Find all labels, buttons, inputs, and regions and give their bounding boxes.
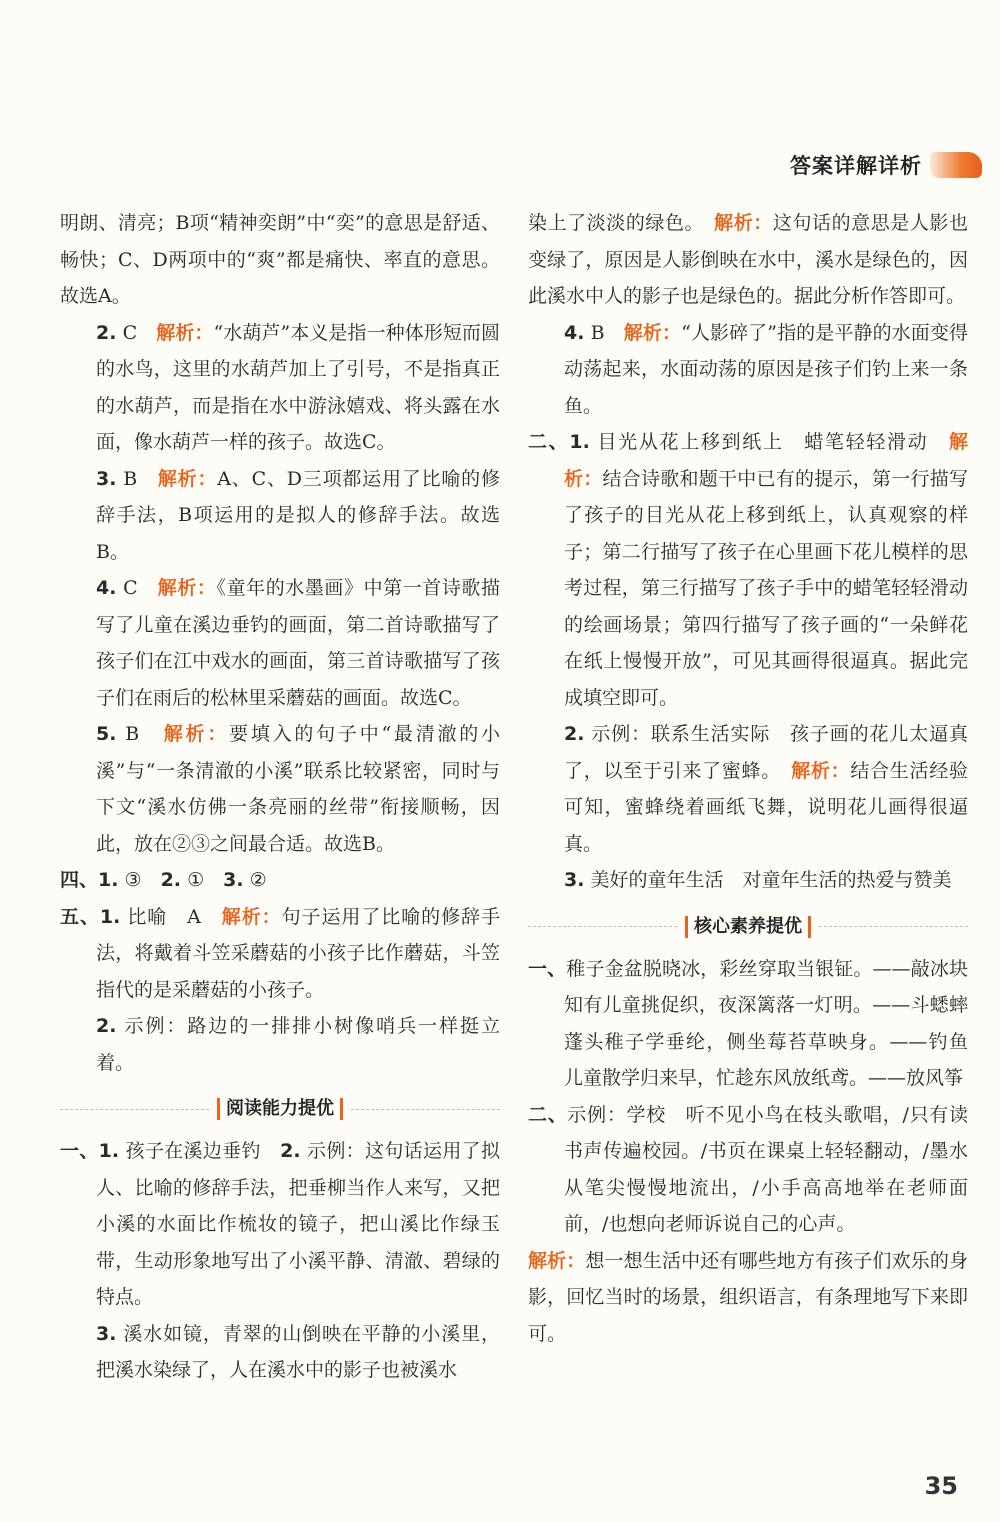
answer-item: 二、1. 目光从花上移到纸上 蜡笔轻轻滑动 解析：结合诗歌和题干中已有的提示，第一行描写了孩子的目光从花上移到纸上，认真观察的样子；第二行描写了孩子在心里画下花儿模样的思考过程，第三行描写了孩子手中的蜡笔轻轻滑动的绘画场景；第四行描写了孩子画的“一朵鲜花在纸上慢慢开放”，可见其画得很逼真。据此完成填空即可。 [528, 431, 968, 709]
analysis-tag: 解析： [528, 1249, 586, 1272]
section-title: 核心素养提优 [685, 916, 811, 938]
answer-item: 5. B 解析：要填入的句子中“最清澈的小溪”与“一条清澈的小溪”联系比较紧密，同时与下文“溪水仿佛一条亮丽的丝带”衔接顺畅，因此，放在②③之间最合适。故选B。 [96, 723, 500, 855]
right-column [528, 205, 988, 1352]
section-divider [60, 1091, 500, 1127]
brush-stroke-decoration [930, 152, 982, 178]
analysis-tag: 解析： [791, 759, 851, 782]
page-number: 35 [924, 1472, 958, 1500]
answer-item: 一、稚子金盆脱晓冰，彩丝穿取当银钲。——敲冰块 知有儿童挑促织，夜深篱落一灯明。——斗蟋蟀 蓬头稚子学垂纶，侧坐莓苔草映身。——钓鱼 儿童散学归来早，忙趁东风放纸鸢。——放风筝 [528, 957, 988, 1089]
section-divider [528, 909, 968, 945]
analysis-tag: 解析： [221, 905, 282, 928]
answer-item: 3. 溪水如镜，青翠的山倒映在平静的小溪里，把溪水染绿了，人在溪水中的影子也被溪水 [96, 1322, 500, 1381]
answer-item: 2. 示例：联系生活实际 孩子画的花儿太逼真了，以至于引来了蜜蜂。 解析：结合生活经验可知，蜜蜂绕着画纸飞舞，说明花儿画得很逼真。 [564, 723, 968, 855]
answer-item: 一、1. 孩子在溪边垂钓 2. 示例：这句话运用了拟人、比喻的修辞手法，把垂柳当作人来写，又把小溪的水面比作梳妆的镜子，把山溪比作绿玉带，生动形象地写出了小溪平静、清澈、碧绿的特点。 [60, 1140, 500, 1308]
analysis-tag: 解析： [157, 577, 217, 599]
paragraph: 染上了淡淡的绿色。 解析：这句话的意思是人影也变绿了，原因是人影倒映在水中，溪水是绿色的，因此溪水中人的影子也是绿色的。据此分析作答即可。 [528, 212, 968, 307]
answer-item: 3. B 解析：A、C、D三项都运用了比喻的修辞手法，B项运用的是拟人的修辞手法。故选B。 [96, 467, 500, 563]
answer-item: 4. B 解析：“人影碎了”指的是平静的水面变得动荡起来，水面动荡的原因是孩子们钓上来一条鱼。 [564, 321, 968, 417]
analysis-paragraph: 解析：想一想生活中还有哪些地方有孩子们欢乐的身影，回忆当时的场景，组织语言，有条理地写下来即可。 [528, 1249, 968, 1345]
answer-item: 五、1. 比喻 A 解析：句子运用了比喻的修辞手法，将戴着斗笠采蘑菇的小孩子比作蘑菇，斗笠指代的是采蘑菇的小孩子。 [60, 905, 500, 1001]
answer-item: 四、1. ③ 2. ① 3. ② [60, 869, 267, 891]
answer-item: 2. 示例：路边的一排排小树像哨兵一样挺立着。 [96, 1015, 500, 1074]
analysis-tag: 解析： [714, 212, 773, 234]
analysis-tag: 解析： [623, 321, 682, 344]
paragraph: 明朗、清亮；B项“精神奕朗”中“奕”的意思是舒适、畅快；C、D两项中的“爽”都是痛快、率直的意思。故选A。 [60, 212, 500, 307]
page-header [790, 150, 982, 180]
answer-item: 4. C 解析：《童年的水墨画》中第一首诗歌描写了儿童在溪边垂钓的画面，第二首诗歌描写了孩子们在江中戏水的画面，第三首诗歌描写了孩子们在雨后的松林里采蘑菇的画面。故选C。 [96, 577, 500, 709]
answer-item: 3. 美好的童年生活 对童年生活的热爱与赞美 [564, 869, 952, 891]
analysis-tag: 解析： [157, 467, 218, 490]
analysis-tag: 解析： [564, 431, 968, 490]
answer-item: 2. C 解析：“水葫芦”本义是指一种体形短而圆的水鸟，这里的水葫芦加上了引号，不是指真正的水葫芦，而是指在水中游泳嬉戏、将头露在水面，像水葫芦一样的孩子。故选C。 [96, 321, 500, 453]
section-title: 阅读能力提优 [217, 1098, 343, 1120]
analysis-tag: 解析： [163, 723, 230, 745]
answer-item: 二、示例：学校 听不见小鸟在枝头歌唱，/只有读书声传遍校园。/书页在课桌上轻轻翻动，/墨水从笔尖慢慢地流出，/小手高高地举在老师面前，/也想向老师诉说自己的心声。 [528, 1103, 968, 1235]
analysis-tag: 解析： [156, 321, 214, 344]
left-column [60, 205, 500, 1389]
header-title: 答案详解详析 [790, 154, 922, 178]
